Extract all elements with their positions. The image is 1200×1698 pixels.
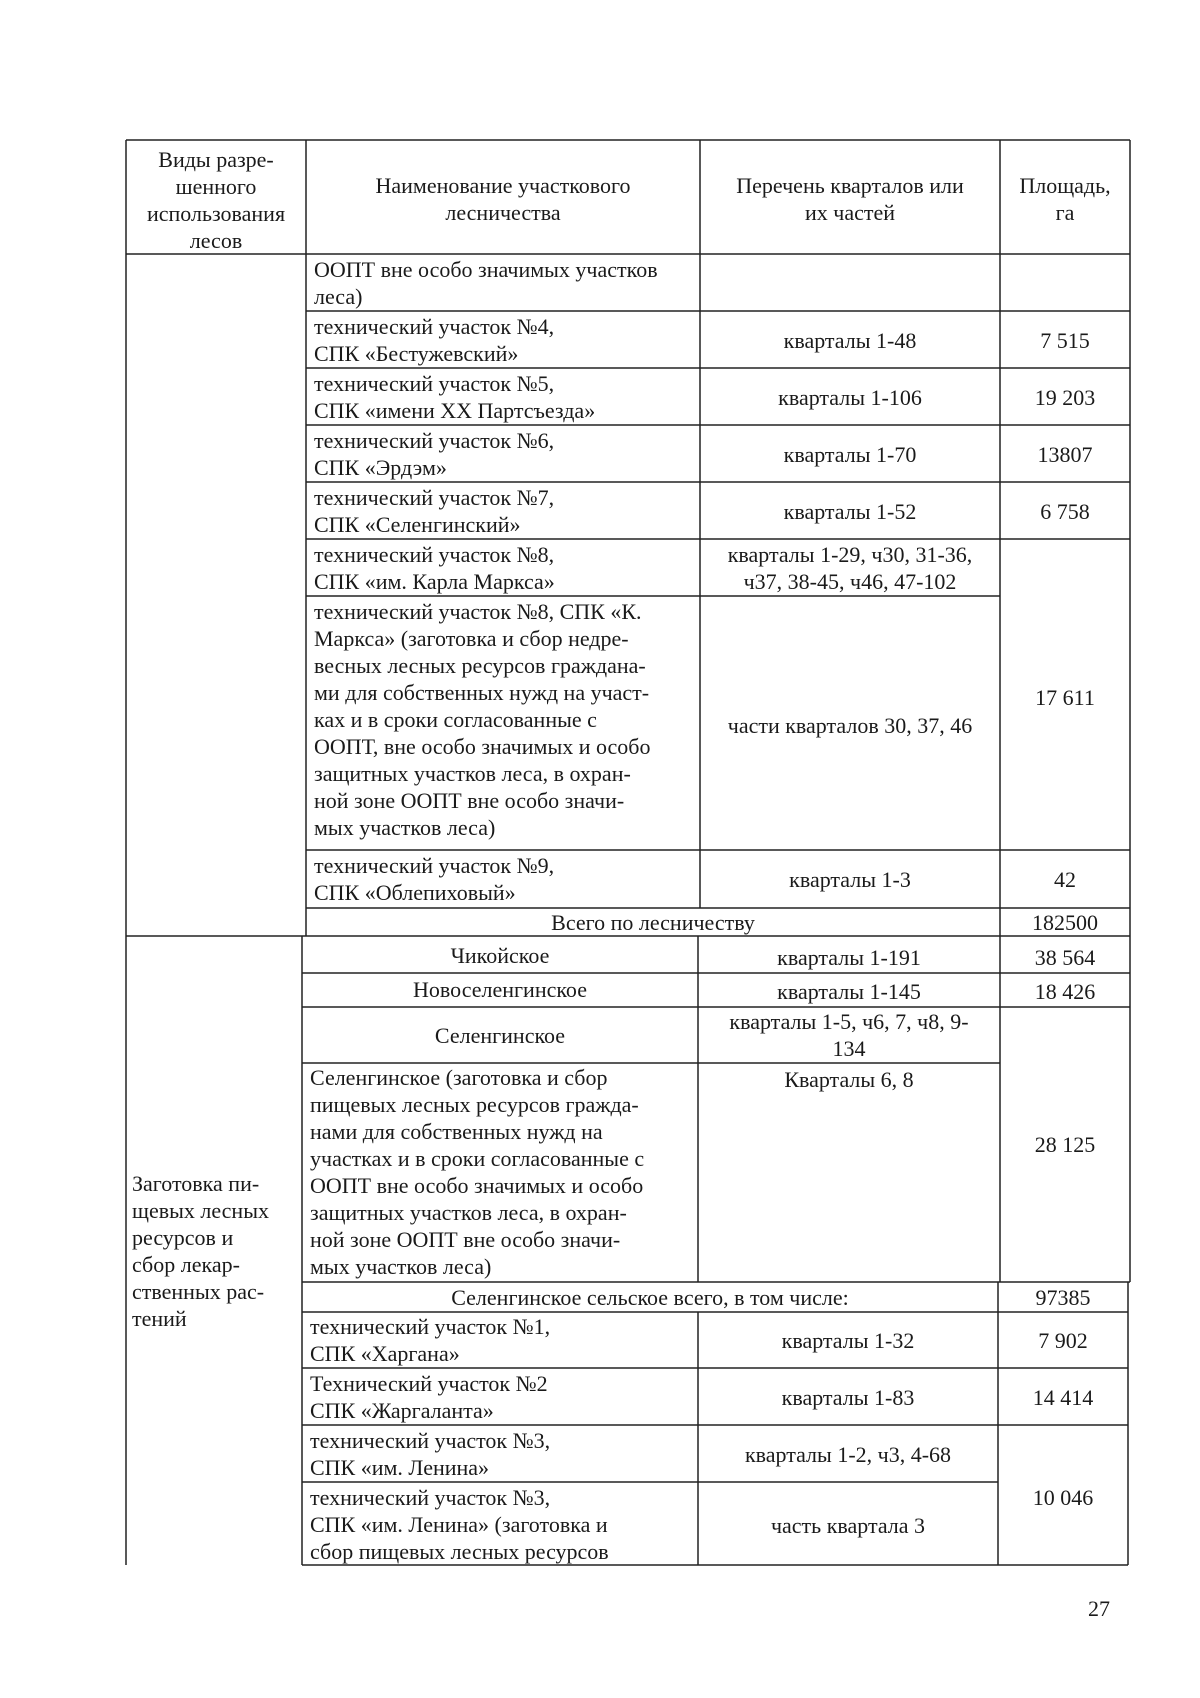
- row-area-selenginsk: 28 125: [1034, 1132, 1096, 1157]
- row-area-plot-1: 7 902: [1038, 1328, 1088, 1353]
- row-quarters-plot-7: кварталы 1-52: [783, 499, 917, 524]
- cell-line: ООПТ вне особо значимых участков: [314, 257, 658, 282]
- row-quarters-plot-2: кварталы 1-83: [781, 1385, 915, 1410]
- header-col2-line: лесничества: [445, 200, 561, 225]
- header-col1-line: использования: [146, 201, 286, 226]
- row-name-selenginsk-oopt: [310, 1064, 692, 1280]
- cell-line: защитных участков леса, в охран-: [314, 761, 631, 786]
- header-col2-line: Наименование участкового: [375, 173, 631, 198]
- row-area-plot-5: 19 203: [1034, 385, 1096, 410]
- total-forestry-area: 182500: [1032, 910, 1098, 935]
- row-name-plot-7: [314, 484, 698, 538]
- header-col4-line: Площадь,: [1019, 173, 1111, 198]
- row-area-plot-4: 7 515: [1040, 328, 1090, 353]
- cell-line: СПК «Жаргаланта»: [310, 1398, 494, 1423]
- cell-line: ч37, 38-45, ч46, 47-102: [743, 569, 957, 594]
- cell-line: мых участков леса): [310, 1254, 492, 1279]
- cell-line: нами для собственных нужд на: [310, 1119, 603, 1144]
- row-quarters-plot-4: кварталы 1-48: [783, 328, 917, 353]
- cell-line: сбор лекар-: [132, 1252, 240, 1277]
- cell-line: ми для собственных нужд на участ-: [314, 680, 650, 705]
- header-kind-of-use: [128, 146, 304, 254]
- cell-line: ной зоне ООПТ вне особо значи-: [310, 1227, 621, 1252]
- cell-line: Заготовка пи-: [132, 1171, 260, 1196]
- row-name-plot-4: [314, 313, 698, 367]
- cell-line: ной зоне ООПТ вне особо значи-: [314, 788, 625, 813]
- row-area-plot-7: 6 758: [1040, 499, 1090, 524]
- cell-line: Селенгинское (заготовка и сбор: [310, 1065, 608, 1090]
- header-col4-line: га: [1055, 200, 1075, 225]
- cell-line: технический участок №3,: [310, 1485, 551, 1510]
- row-quarters-plot-8-oopt: части кварталов 30, 37, 46: [727, 713, 973, 738]
- row-quarters-chikoy: кварталы 1-191: [777, 945, 921, 970]
- cell-line: технический участок №9,: [314, 853, 555, 878]
- cell-line: весных лесных ресурсов граждана-: [314, 653, 646, 678]
- row-name-plot-1: [310, 1313, 696, 1367]
- row-name-plot-8-oopt: [314, 598, 692, 841]
- row-quarters-plot-3-food: часть квартала 3: [770, 1513, 926, 1538]
- row-area-plot-8: 17 611: [1035, 685, 1095, 710]
- cell-line: технический участок №4,: [314, 314, 555, 339]
- cell-line: СПК «Бестужевский»: [314, 341, 519, 366]
- row-quarters-plot-6: кварталы 1-70: [783, 442, 917, 467]
- row-area-plot-2: 14 414: [1032, 1385, 1094, 1410]
- row-quarters-selenginsk: [700, 1008, 998, 1062]
- row-quarters-plot-8: [702, 541, 998, 595]
- row-name-novoselenginsk: Новоселенгинское: [413, 977, 587, 1002]
- cell-line: ках и в сроки согласованные с: [314, 707, 597, 732]
- kind-of-use-food-resources: [132, 1170, 300, 1332]
- row-quarters-novoselenginsk: кварталы 1-145: [777, 979, 921, 1004]
- row-quarters-plot-9: кварталы 1-3: [789, 867, 911, 892]
- row-name-plot-3: [310, 1427, 696, 1481]
- row-area-plot-6: 13807: [1037, 442, 1093, 467]
- header-forestry-name: [308, 172, 698, 226]
- cell-line: технический участок №8,: [314, 542, 555, 567]
- cell-line: Маркса» (заготовка и сбор недре-: [314, 626, 629, 651]
- row-name-selenginsk: Селенгинское: [434, 1023, 566, 1048]
- cell-line: защитных участков леса, в охран-: [310, 1200, 627, 1225]
- row-name-plot-5: [314, 370, 698, 424]
- rural-total-label: Селенгинское сельское всего, в том числе:: [451, 1285, 849, 1310]
- rural-total-area: 97385: [1035, 1285, 1091, 1310]
- cell-line: Технический участок №2: [310, 1371, 548, 1396]
- cell-line: технический участок №1,: [310, 1314, 551, 1339]
- cell-line: участках и в сроки согласованные с: [310, 1146, 645, 1171]
- row-quarters-plot-1: кварталы 1-32: [781, 1328, 915, 1353]
- header-area: [1002, 172, 1128, 226]
- header-col1-line: Виды разре-: [158, 147, 274, 172]
- cell-line: ственных рас-: [132, 1279, 265, 1304]
- cell-line: леса): [314, 284, 363, 309]
- row-area-plot-3: 10 046: [1032, 1485, 1094, 1510]
- header-quarters-list: [702, 172, 998, 226]
- cell-line: щевых лесных: [132, 1198, 269, 1223]
- cell-line: технический участок №7,: [314, 485, 555, 510]
- row-name-chikoy: Чикойское: [450, 943, 550, 968]
- row-name-plot-2: [310, 1370, 696, 1424]
- cell-line: технический участок №8, СПК «К.: [314, 599, 642, 624]
- header-col1-line: шенного: [175, 174, 257, 199]
- total-forestry-label: Всего по лесничеству: [551, 910, 755, 935]
- row-quarters-selenginsk-oopt: Кварталы 6, 8: [784, 1067, 914, 1092]
- row-name-plot-6: [314, 427, 698, 481]
- row-name-plot-8: [314, 541, 698, 595]
- cell-line: ООПТ, вне особо значимых и особо: [314, 734, 651, 759]
- row-name-plot-9: [314, 852, 698, 906]
- cell-line: СПК «им. Ленина» (заготовка и: [310, 1512, 608, 1537]
- cell-line: мых участков леса): [314, 815, 496, 840]
- header-col1-line: лесов: [189, 228, 243, 253]
- cell-line: технический участок №5,: [314, 371, 555, 396]
- cell-line: тений: [132, 1306, 187, 1331]
- cell-line: технический участок №3,: [310, 1428, 551, 1453]
- cell-line: пищевых лесных ресурсов гражда-: [310, 1092, 639, 1117]
- cell-line: сбор пищевых лесных ресурсов: [310, 1539, 609, 1564]
- row-area-plot-9: 42: [1054, 867, 1076, 892]
- cell-line: кварталы 1-29, ч30, 31-36,: [727, 542, 973, 567]
- cell-line: СПК «Харгана»: [310, 1341, 460, 1366]
- row-quarters-plot-5: кварталы 1-106: [778, 385, 922, 410]
- header-col3-line: их частей: [804, 200, 896, 225]
- cell-line: ресурсов и: [132, 1225, 234, 1250]
- cell-line: СПК «Эрдэм»: [314, 455, 447, 480]
- page-number: 27: [1088, 1596, 1110, 1621]
- cell-line: технический участок №6,: [314, 428, 555, 453]
- cell-line: СПК «имени XX Партсъезда»: [314, 398, 596, 423]
- header-col3-line: Перечень кварталов или: [736, 173, 964, 198]
- row-name-plot-3-food: [310, 1484, 692, 1565]
- row-quarters-plot-3: кварталы 1-2, ч3, 4-68: [744, 1442, 952, 1467]
- cell-line: СПК «Селенгинский»: [314, 512, 521, 537]
- cell-line: СПК «им. Ленина»: [310, 1455, 490, 1480]
- cell-line: ООПТ вне особо значимых и особо: [310, 1173, 644, 1198]
- table-row-oopt-continued: [314, 256, 698, 310]
- cell-line: СПК «им. Карла Маркса»: [314, 569, 555, 594]
- row-area-chikoy: 38 564: [1034, 945, 1096, 970]
- cell-line: СПК «Облепиховый»: [314, 880, 516, 905]
- row-area-novoselenginsk: 18 426: [1034, 979, 1096, 1004]
- cell-line: 134: [832, 1036, 866, 1061]
- cell-line: кварталы 1-5, ч6, 7, ч8, 9-: [729, 1009, 969, 1034]
